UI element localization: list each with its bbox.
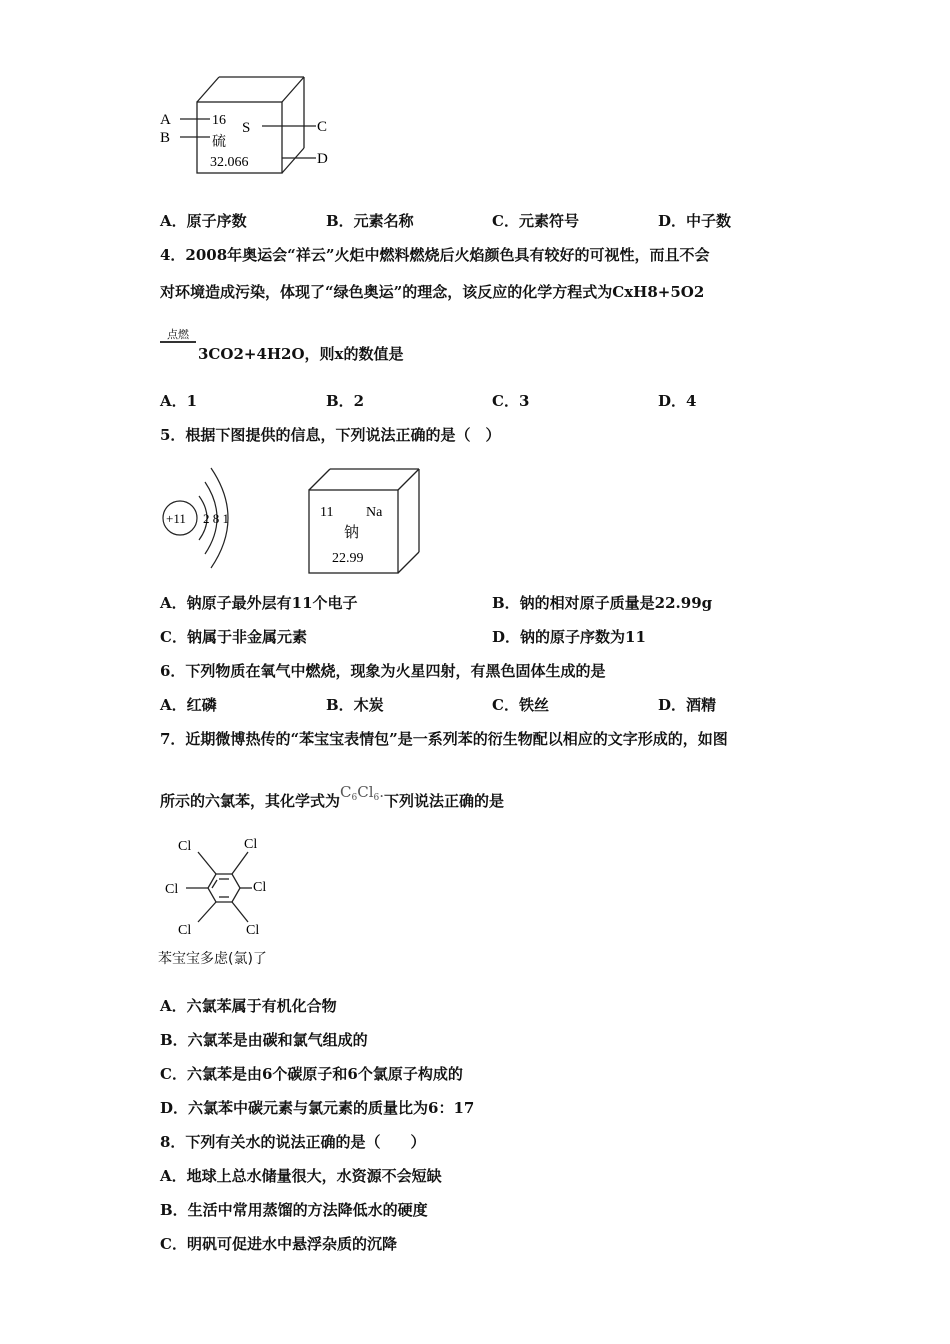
sodium-number: 11 bbox=[320, 505, 334, 520]
reaction-condition: 点燃 bbox=[160, 328, 196, 343]
sulfur-element-figure bbox=[150, 68, 350, 183]
q4-option-c: C．3 bbox=[492, 392, 530, 410]
element-symbol: S bbox=[242, 120, 251, 136]
q5-option-d: D．钠的原子序数为11 bbox=[492, 628, 646, 646]
q6-option-c: C．铁丝 bbox=[492, 696, 549, 714]
molecule-caption: 苯宝宝多虑(氯)了 bbox=[158, 951, 267, 967]
q7-line2-prefix: 所示的六氯苯，其化学式为 bbox=[160, 792, 341, 810]
cl-top-right: Cl bbox=[244, 837, 258, 852]
q6-option-a: A．红磷 bbox=[160, 696, 217, 714]
q7-option-b: B．六氯苯是由碳和氯气组成的 bbox=[160, 1031, 368, 1049]
q5-option-c: C．钠属于非金属元素 bbox=[160, 628, 307, 646]
sodium-element-box bbox=[306, 466, 424, 576]
sodium-atom-structure bbox=[155, 460, 255, 578]
q8-stem: 8．下列有关水的说法正确的是（ ） bbox=[160, 1133, 426, 1151]
q8-option-c: C．明矾可促进水中悬浮杂质的沉降 bbox=[160, 1235, 397, 1253]
element-name: 硫 bbox=[212, 135, 226, 150]
q7-line2 bbox=[160, 783, 505, 817]
q7-option-c: C．六氯苯是由6个碳原子和6个氯原子构成的 bbox=[160, 1065, 463, 1083]
hexachlorobenzene-structure bbox=[160, 830, 280, 940]
nucleus-charge: +11 bbox=[166, 511, 186, 526]
electron-shells: 2 8 1 bbox=[203, 511, 229, 526]
label-c: C bbox=[317, 119, 328, 135]
q3-option-b: B．元素名称 bbox=[326, 212, 414, 230]
q6-option-b: B．木炭 bbox=[326, 696, 384, 714]
q6-stem: 6．下列物质在氧气中燃烧，现象为火星四射，有黑色固体生成的是 bbox=[160, 662, 606, 680]
q5-stem: 5．根据下图提供的信息，下列说法正确的是（ ） bbox=[160, 426, 501, 444]
q7-line2-suffix: 下列说法正确的是 bbox=[384, 792, 505, 810]
q4-line1: 4．2008年奥运会“祥云”火炬中燃料燃烧后火焰颜色具有较好的可视性，而且不会 bbox=[160, 246, 710, 264]
q3-option-d: D．中子数 bbox=[658, 212, 732, 230]
q3-option-c: C．元素符号 bbox=[492, 212, 579, 230]
q4-option-a: A．1 bbox=[160, 392, 198, 410]
sodium-symbol: Na bbox=[366, 505, 383, 520]
atomic-number: 16 bbox=[212, 113, 226, 128]
q7-line1: 7．近期微博热传的“苯宝宝表情包”是一系列苯的衍生物配以相应的文字形成的，如图 bbox=[160, 730, 728, 748]
q4-option-b: B．2 bbox=[326, 392, 365, 410]
q4-line3: 3CO2+4H2O，则x的数值是 bbox=[198, 345, 404, 363]
cl-top-left: Cl bbox=[178, 839, 192, 854]
q7-option-d: D．六氯苯中碳元素与氯元素的质量比为6：17 bbox=[160, 1099, 475, 1117]
label-a: A bbox=[160, 112, 171, 128]
q5-option-a: A．钠原子最外层有11个电子 bbox=[160, 594, 358, 612]
q7-option-a: A．六氯苯属于有机化合物 bbox=[160, 997, 337, 1015]
sodium-mass: 22.99 bbox=[332, 551, 364, 566]
label-b: B bbox=[160, 130, 171, 146]
cl-right: Cl bbox=[253, 880, 267, 895]
cl-left: Cl bbox=[165, 882, 179, 897]
q3-option-a: A．原子序数 bbox=[160, 212, 247, 230]
q8-option-a: A．地球上总水储量很大，水资源不会短缺 bbox=[160, 1167, 442, 1185]
q5-option-b: B．钠的相对原子质量是22.99g bbox=[492, 594, 713, 612]
label-d: D bbox=[317, 151, 328, 167]
cl-bottom-right: Cl bbox=[246, 923, 260, 938]
q4-line2: 对环境造成污染，体现了“绿色奥运”的理念，该反应的化学方程式为CxH8+5O2 bbox=[160, 283, 705, 301]
sodium-name: 钠 bbox=[344, 525, 360, 541]
atomic-mass: 32.066 bbox=[210, 155, 249, 170]
q4-option-d: D．4 bbox=[658, 392, 697, 410]
q6-option-d: D．酒精 bbox=[658, 696, 717, 714]
q8-option-b: B．生活中常用蒸馏的方法降低水的硬度 bbox=[160, 1201, 428, 1219]
chemical-formula: $C_6Cl_6$. bbox=[340, 783, 385, 803]
cl-bottom-left: Cl bbox=[178, 923, 192, 938]
